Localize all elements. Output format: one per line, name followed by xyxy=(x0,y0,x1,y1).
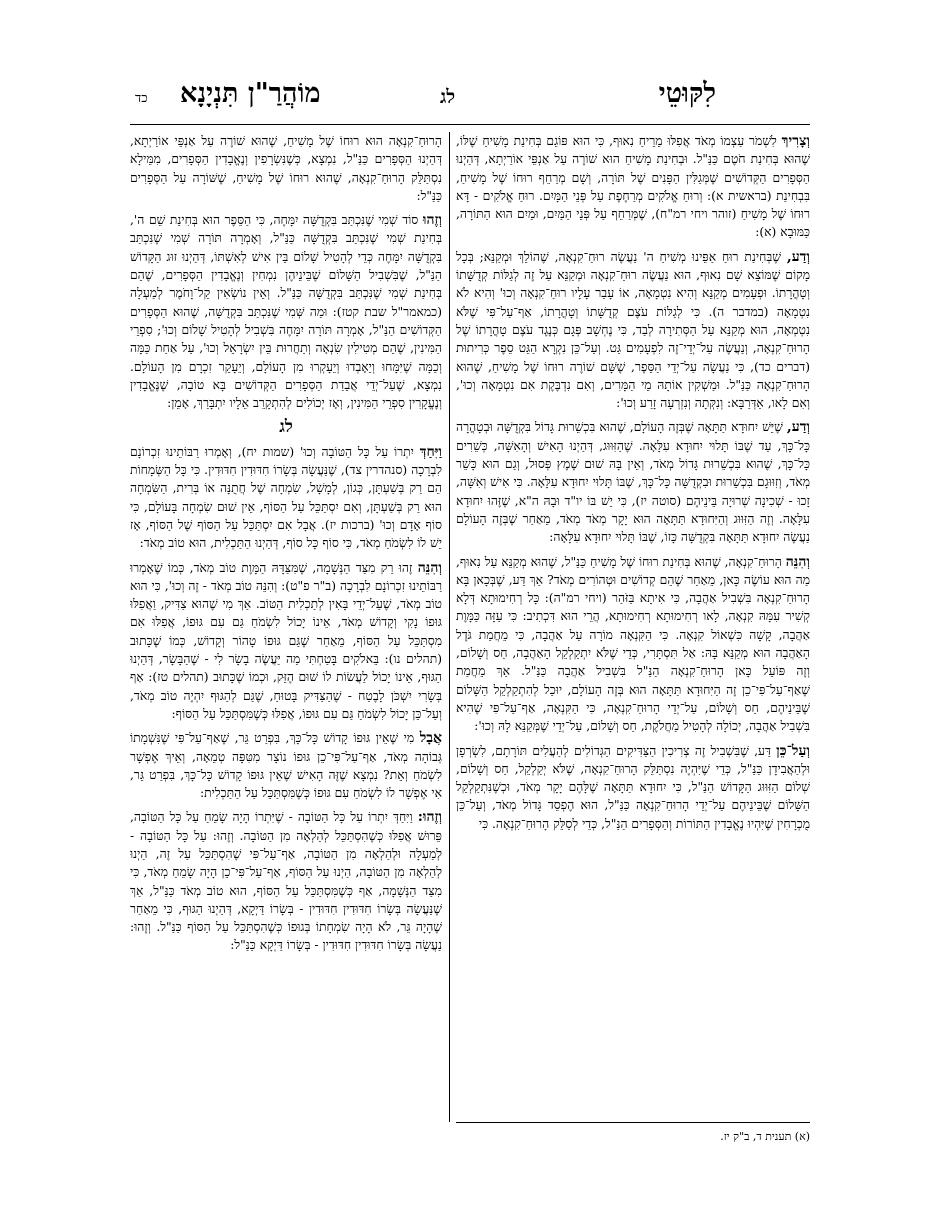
right-text-column xyxy=(456,132,810,1117)
left-text-column xyxy=(130,132,442,1122)
paragraph xyxy=(130,808,442,954)
paragraph-text: שֶׁבְּחִינַת רוּחַ אַפֵּינוּ מְשִׁיחַ ה' נַעֲשֶׂה רוּחַ־קִנְאָה, שֶׁהוֹלֵךְ וּמְקַנֵּא; בְּכָל מָקוֹם שֶׁמּוֹצֵא שָׁם נִאוּף, הוּא נַעֲשֶׂה רוּחַ־קִנְאָה וּמְקַנֵּא עַל זֶה לְגַלּוֹת קְדֻשָּׁתוֹ וְטָהֳרָתוֹ. וּפְעָמִים מְקַנֵּא וְהִיא נִטְמָאָה, אוֹ עָבַר עָלָיו רוּחַ־קִנְאָה וְכוּ' וְהִיא לֹא נִטְמָאָה (במדבר ה). כִּי לְגַלּוֹת עֹצֶם קְדֻשָּׁתוֹ וְטָהֳרָתוֹ, אַף־עַל־פִּי שֶׁלֹּא נִטְמְאָה, הוּא מְקַנֵּא עַל הַסְּתִירָה לְבַד, כִּי נֶחְשָׁב פְּגָם כְּנֶגֶד עֹצֶם טָהֳרָתוֹ שֶׁל הָרוּחַ־קִנְאָה, וְנַעֲשֶׂה עַל־יְדֵי־זֶה לִפְעָמִים גַּט. וְעַל־כֵּן נִקְרָא הַגֵּט סֵפֶר כְּרִיתוּת (דברים כד), כִּי נַעֲשָׂה עַל־יְדֵי הַסֵּפֶר, שֶׁשָּׁם שׁוֹרֶה רוּחוֹ שֶׁל מָשִׁיחַ, שֶׁהוּא הָרוּחַ־קִנְאָה כַּנַּ"ל. וּמַשְׁקִין אוֹתָהּ מֵי הַמָּרִים, וְאִם נִדְבֶּקֶת אִם נִטְמָאָה וְכוּ', וְאִם לָאו, אַדְּרַבָּא: וְנִקְּתָה וְנִזְרְעָה זָרַע וְכוּ': xyxy=(456,249,810,411)
paragraph-lead-word: וְדַע, xyxy=(786,248,810,265)
paragraph-text: הָרוּחַ־קִנְאָה, שֶׁהוּא בְּחִינַת רוּחוֹ שֶׁל מָשִׁיחַ כַּנַּ"ל, שֶׁהוּא מְקַנֵּא עַל נִאוּף, מַה הוּא עוֹשֶׂה כָּאן, מֵאַחַר שֶׁהֵם קְדוֹשִׁים וּטְהוֹרִים מְאֹד? אַךְ דַּע, שֶׁבְּכָאן בָּא הָרוּחַ־קִנְאָה בִּשְׁבִיל אַהֲבָה, כִּי אִיתָא בַּזֹּהַר (ויחי רמ"ה): כָּל רְחִימוּתָא דְּלָא קְשִׁיר עִמָּהּ קִנְאָה, לָאו רְחִימוּתָא רְחִימוּתָא, הֲרֵי הוּא דִּכְתִיב: כִּי עַזָּה כַּמָּוֶת אַהֲבָה, קָשָׁה כִּשְׁאוֹל קִנְאָה. כִּי הַקִּנְאָה מוֹרָה עַל אַהֲבָה, כִּי מֵחֲמַת גֹּדֶל הָאַהֲבָה הוּא מְקַנֵּא בָּהּ: אַל תִּסְתָּרִי, כְּדֵי שֶׁלֹּא יִתְקַלְקֵל הָאַהֲבָה, חַס וְשָׁלוֹם, וְזֶה פּוֹעֵל כָּאן הָרוּחַ־קִנְאָה הַנַּ"ל בִּשְׁבִיל אַהֲבָה כַּנַּ"ל. אַךְ מֵחֲמַת שֶׁאַף־עַל־פִּי־כֵן זֶה הַיִּחוּדָא תַּתָּאָה הוּא בְּזֶה הָעוֹלָם, יוּכַל לְהִתְקַלְקֵל הַשָּׁלוֹם שֶׁבֵּינֵיהֶם, חַס וְשָׁלוֹם, עַל־יְדֵי הָרוּחַ־קִנְאָה, כִּי הַקִּנְאָה, אַף־עַל־פִּי שֶׁהִיא בִּשְׁבִיל אַהֲבָה, יְכוֹלָה לְהָטִיל מַחֲלֹקֶת, חַס וְשָׁלוֹם, עַל־יְדֵי שֶׁמְּקַנֵּא לָהּ וְכוּ': xyxy=(456,554,810,734)
paragraph xyxy=(130,559,442,724)
paragraph xyxy=(130,729,442,802)
paragraph-text: לִשְׁמֹר עַצְמוֹ מְאֹד אֲפִלּוּ מֵרֵיחַ נִאוּף, כִּי הוּא פּוֹגֵם בְּחִינַת מָשִׁיחַ שֶׁלּוֹ, שֶׁהוּא בְּחִינַת חֹטֶם כַּנַּ"ל. וּבְחִינַת מָשִׁיחַ הוּא שׁוֹרֶה עַל אַנְפֵּי אוֹרַיְתָא, דְּהַיְנוּ הַסְּפָרִים הַקְּדוֹשִׁים שֶׁמְּגַלִּין הַפָּנִים שֶׁל תּוֹרָה, וְשָׁם מְרַחֵף רוּחוֹ שֶׁל מָשִׁיחַ, בִּבְחִינַת (בראשית א): וְרוּחַ אֱלֹקִים מְרַחֶפֶת עַל פְּנֵי הַמָּיִם. רוּחַ אֱלֹקִים - דָּא רוּחוֹ שֶׁל מָשִׁיחַ (זוהר ויחי רמ"ח), שֶׁמְּרַחֵף עַל פְּנֵי הַמַּיִם, וּמַיִם הוּא הַתּוֹרָה, כַּמּוּבָא (א): xyxy=(456,134,810,240)
paragraph-lead-word: וְזֶהוּ xyxy=(422,212,442,229)
running-header xyxy=(0,72,926,124)
paragraph-text: הָרוּחַ־קִנְאָה הוּא רוּחוֹ שֶׁל מָשִׁיחַ, שֶׁהוּא שׁוֹרֶה עַל אַנְפֵּי אוֹרַיְתָא, דְּהַיְנוּ הַסְּפָרִים כַּנַּ"ל, נִמְצָא, כְּשֶׁנִּשְׂרָפִין וְנֶאֱבָדִין הַסְּפָרִים, מִמֵּילָא נִסְתַּלֵּק הָרוּחַ־קִנְאָה, שֶׁהוּא רוּחוֹ שֶׁל מָשִׁיחַ, שֶׁשּׁוֹרָה עַל הַסְּפָרִים כַּנַּ"ל: xyxy=(130,134,442,203)
header-rule xyxy=(130,124,810,125)
paragraph-lead-word: וְעַל־כֵּן xyxy=(776,742,810,759)
paragraph-lead-word: וַיִּחַדְּ xyxy=(419,443,442,460)
paragraph-text: סוֹד שְׁמִי שֶׁנִּכְתַּב בִּקְדֻשָּׁה יִמָּחֶה, כִּי הַסֵּפֶר הוּא בְּחִינַת שֵׁם ה', בְּחִינַת שְׁמִי שֶׁנִּכְתַּב בִּקְדֻשָּׁה כַּנַּ"ל, וְאָמְרָה תּוֹרָה שְׁמִי שֶׁנִּכְתַּב בִּקְדֻשָּׁה יִמָּחֶה כְּדֵי לְהָטִיל שָׁלוֹם בֵּין אִישׁ לְאִשְׁתּוֹ, דְּהַיְנוּ זוּג הַקָּדוֹשׁ הַנַּ"ל, שֶׁבִּשְׁבִיל הַשָּׁלוֹם שֶׁבֵּינֵיהֶן נִמְחִין וְנֶאֱבָדִין הַסְּפָרִים, שֶׁהֵם בְּחִינַת שְׁמִי שֶׁנִּכְתַּב בִּקְדֻשָּׁה כַּנַּ"ל. וְאֵין נוֹשְׂאִין קַל־וָחֹמֶר לְמַעְלָה (כמאמר"ל שבת קטז): וּמַה שְּׁמִי שֶׁנִּכְתַּב בִּקְדֻשָּׁה, שֶׁהוּא הַסְּפָרִים הַקְּדוֹשִׁים הַנַּ"ל, אָמְרָה תּוֹרָה יִמָּחֶה בִּשְׁבִיל לְהָטִיל שָׁלוֹם וְכוּ'; סִפְרֵי הַמִּינִין, שֶׁהֵם מְטִילִין שִׂנְאָה וְתַחֲרוּת בֵּין יִשְׂרָאֵל וְכוּ', עַל אַחַת כַּמָּה וְכַמָּה שֶׁיִּמָּחוּ וְיֵאָבְדוּ וְיֵעָקְרוּ מִן הָעוֹלָם, וְיֵעָקֵר זִכְרָם מִן הָעוֹלָם. נִמְצָא, שֶׁעַל־יְדֵי אֲבֵדַת הַסְּפָרִים הַקְּדוֹשִׁים בָּא טוֹבָה, שֶׁנֶּאֱבָדִין וְנֶעֱקָרִין סִפְרֵי הַמִּינִין, וְאָז יְכוֹלִים לְהִתְקָרֵב אֵלָיו יִתְבָּרַךְ, אָמֵן: xyxy=(130,213,442,411)
paragraph-text: וַיִּחַדְּ יִתְרוֹ עַל כָּל הַטּוֹבָה - שֶׁיִּתְרוֹ הָיָה שָׂמֵחַ עַל כָּל הַטּוֹבָה, פֵּרוּשׁ אֲפִלּוּ כְּשֶׁהִסְתַּכֵּל לְהַלְאָה מִן הַטּוֹבָה. וְזֶהוּ: עַל כָּל הַטּוֹבָה - לְמַעְלָה וּלְהַלְאָה מִן הַטּוֹבָה, אַף־עַל־פִּי שֶׁהִסְתַּכֵּל עַל זֶה, הַיְנוּ לְהַלְאָה מִן הַטּוֹבָה, הַיְנוּ עַל הַסּוֹף, אַף־עַל־פִּי־כֵן הָיָה שָׂמֵחַ מְאֹד, כִּי מִצַּד הַנְּשָׁמָה, אַף כְּשֶׁמִּסְתַּכֵּל עַל הַסּוֹף, הוּא טוֹב מְאֹד כַּנַּ"ל, אַךְ שֶׁנַּעֲשָׂה בְּשָׂרוֹ חִדּוּדִין חִדּוּדִין - בְּשָׂרוֹ דַּיְקָא, דְּהַיְנוּ הַגּוּף, כִּי מֵאַחַר שֶׁהָיָה גֵּר, לֹא הָיָה שִׂמְחָתוֹ בְּגוּפוֹ כְּשֶׁהִסְתַּכֵּל עַל הַסּוֹף כַּנַּ"ל. וְזֶהוּ: נַעֲשָׂה בְּשָׂרוֹ חִדּוּדִין חִדּוּדִין - בְּשָׂרוֹ דַּיְקָא כַּנַּ"ל: xyxy=(130,810,442,953)
paragraph-lead-word: וְדַע, xyxy=(786,419,810,436)
header-book-title-right: לִקּוּטֵי xyxy=(658,78,716,109)
paragraph-text: דַּע, שֶׁבִּשְׁבִיל זֶה צְרִיכִין הַצַּדִּיקִים הַגְּדוֹלִים לְהַעֲלִים תּוֹרָתָם, לִשְׂרְפָן וּלְהַאֲבִידָן כַּנַּ"ל, כְּדֵי שֶׁיִּהְיֶה נִסְתַּלֵּק הָרוּחַ־קִנְאָה, שֶׁלֹּא יְקַלְקֵל, חַס וְשָׁלוֹם, שְׁלוֹם הַזִּוּוּג הַקָּדוֹשׁ הַנַּ"ל, כִּי יִחוּדָא תַּתָּאָה שֶׁלָּהֶם יָקָר מְאֹד, וּכְשֶׁנִּתְקַלְקֵל הַשָּׁלוֹם שֶׁבֵּינֵיהֶם עַל־יְדֵי הָרוּחַ־קִנְאָה כַּנַּ"ל, הוּא הֶפְסֵד גָּדוֹל מְאֹד, וְעַל־כֵּן מֻכְרָחִין שֶׁיִּהְיוּ נֶאֱבָדִין הַתּוֹרוֹת וְהַסְּפָרִים הַנַּ"ל, כְּדֵי לְסַלֵּק הָרוּחַ־קִנְאָה. כִּי xyxy=(456,743,810,831)
paragraph xyxy=(456,742,810,833)
paragraph-lead-word: וְהִנֵּה xyxy=(785,553,810,570)
paragraph-text: זֶהוּ רַק מִצַּד הַנְּשָׁמָה, שֶׁמִּצַּדָּהּ הַמָּוֶת טוֹב מְאֹד, כְּמוֹ שֶׁאָמְרוּ רַבּוֹתֵינוּ זִכְרוֹנָם לִבְרָכָה (ב"ר פ"ט): וְהִנֵּה טוֹב מְאֹד - זֶה וְכוּ', כִּי הוּא טוֹב מְאֹד, שֶׁעַל־יְדֵי בָּאִין לְתַכְלִית הַטּוֹב. אַךְ מִי שֶׁהוּא צַדִּיק, וַאֲפִלּוּ גּוּפוֹ נָקִי וְקָדוֹשׁ מְאֹד, אֵינוֹ יָכוֹל לִשְׂמֹחַ גַּם עִם גּוּפוֹ, אֲפִלּוּ אִם מִסְתַּכֵּל עַל הַסּוֹף, מֵאַחַר שֶׁגַּם גּוּפוֹ טָהוֹר וְקָדוֹשׁ, כְּמוֹ שֶׁכָּתוּב (תהלים נו): בֵּאלֹקִים בָּטַחְתִּי מַה יַּעֲשֶׂה בָשָׂר לִי - שֶׁהַבָּשָׂר, דְּהַיְנוּ הַגּוּף, אֵינוֹ יָכוֹל לַעֲשׂוֹת לוֹ שׁוּם הֶזֵּק, וּכְמוֹ שֶׁכָּתוּב (תהלים טז): אַף בְּשָׂרִי יִשְׁכֹּן לָבֶטַח - שֶׁהַצַּדִּיק בָּטוּחַ, שֶׁגַּם לְהַגּוּף יִהְיֶה טוֹב מְאֹד, וְעַל־כֵּן יָכוֹל לִשְׂמֹחַ גַּם עִם גּוּפוֹ, אֲפִלּוּ כְּשֶׁמִּסְתַּכֵּל עַל הַסּוֹף: xyxy=(130,560,442,721)
paragraph-text: יִתְרוֹ עַל כָּל הַטּוֹבָה וְכוּ' (שמות יח), וְאָמְרוּ רַבּוֹתֵינוּ זִכְרוֹנָם לִבְרָכָה (סנהדרין צד), שֶׁנַּעֲשָׂה בְּשָׂרוֹ חִדּוּדִין חִדּוּדִין. כִּי כָּל הַשְּׂמָחוֹת הֵם רַק בְּשַׁעְתָּן, כְּגוֹן, לְמָשָׁל, שִׂמְחָה שֶׁל חֲתֻנָּה אוֹ בְּרִית, הַשִּׂמְחָה הוּא רַק בְּשַׁעְתָּן, וְאִם יִסְתַּכֵּל עַל הַסּוֹף, אֵין שׁוּם שִׂמְחָה בָּעוֹלָם, כִּי סוֹף אָדָם וְכוּ' (ברכות יז). אֲבָל אִם יִסְתַּכֵּל עַל הַסּוֹף שֶׁל הַסּוֹף, אָז יֵשׁ לוֹ לִשְׂמֹחַ מְאֹד, כִּי סוֹף כָּל סוֹף, דְּהַיְנוּ הַתַּכְלִית, הוּא טוֹב מְאֹד: xyxy=(130,444,442,551)
header-page-number: כד xyxy=(135,91,148,106)
paragraph xyxy=(456,248,810,413)
paragraph xyxy=(130,211,442,412)
section-heading: לג xyxy=(279,417,293,438)
paragraph xyxy=(456,553,810,736)
paragraph-lead-word: וְהִנֵּה xyxy=(417,559,442,576)
paragraph xyxy=(456,418,810,546)
footnote-rule xyxy=(456,1122,810,1123)
paragraph xyxy=(130,132,442,205)
header-section-number: לג xyxy=(440,86,456,108)
paragraph-lead-word: וְצָרִיךְ xyxy=(781,133,810,149)
footnote: (א) תענית ד, ב"ק יז. xyxy=(720,1130,810,1143)
paragraph xyxy=(130,443,442,553)
paragraph-lead-word: וְזֶהוּ: xyxy=(417,809,442,826)
paragraph-text: מִי שֶׁאֵין גּוּפוֹ קָדוֹשׁ כָּל־כָּךְ, בִּפְרַט גֵּר, שֶׁאַף־עַל־פִּי שֶׁנִּשְׁמָתוֹ גְּבוֹהָה מְאֹד, אַף־עַל־פִּי־כֵן גּוּפוֹ נוֹצָר מִטִּפָּה טְמֵאָה, וְאֵיךְ אֶפְשָׁר לִשְׂמֹחַ וְאֵת? נִמְצָא שֶׁזֶּה הָאִישׁ שֶׁאֵין גּוּפוֹ קָדוֹשׁ כָּל־כָּךְ, בִּפְרַט גֵּר, אִי אֶפְשָׁר לוֹ לִשְׂמֹחַ עִם גּוּפוֹ כְּשֶׁמִּסְתַּכֵּל עַל הַתַּכְלִית: xyxy=(130,731,442,801)
column-divider xyxy=(449,132,450,1122)
header-book-title-left: מוֹהֲרַ"ן תִּנְיָנָא xyxy=(180,78,321,109)
paragraph-lead-word: אֲבָל xyxy=(419,730,442,747)
paragraph-text: שֶׁיֵּשׁ יִחוּדָא תַּתָּאָה שֶׁבְּזֶה הָעוֹלָם, שֶׁהוּא בִּכְשֵׁרוּת גָּדוֹל בִּקְדֻשָּׁה וּבְטָהֳרָה כָּל־כָּךְ, עַד שֶׁבּוֹ תָּלוּי יִחוּדָא עִלָּאָה. שֶׁהַזִּוּוּג, דְּהַיְנוּ הָאִישׁ וְהָאִשָּׁה, כְּשֵׁרִים כָּל־כָּךְ, שֶׁהוּא בִּכְשֵׁרוּת גָּדוֹל מְאֹד, וְאֵין בָּהּ שׁוּם שֶׁמֶץ פְּסוּל, וְגַם הוּא כָּשֵׁר מְאֹד, וְזִוּוּגָם בִּכְשֵׁרוּת וּבִקְדֻשָּׁה כָּל־כָּךְ, שֶׁבּוֹ תָּלוּי יִחוּדָא עִלָּאָה. כִּי אִישׁ וְאִשָּׁה, זָכוּ - שְׁכִינָה שְׁרוּיָה בֵּינֵיהֶם (סוטה יז), כִּי יֵשׁ בּוֹ יו"ד וּבָהּ ה"א, שֶׁזֶּהוּ יִחוּדָא עִלָּאָה. וְזֶה הַזִּוּוּג וְהַיִּחוּדָא תַּתָּאָה הוּא יָקָר מְאֹד מְאֹד, מֵאַחַר שֶׁבְּזֶה הָעוֹלָם נַעֲשֶׂה יִחוּדָא תַּתָּאָה בִּקְדֻשָּׁה כָּזוֹ, שֶׁבּוֹ תָּלוּי יִחוּדָא עִלָּאָה: xyxy=(456,420,810,545)
paragraph xyxy=(456,132,810,242)
